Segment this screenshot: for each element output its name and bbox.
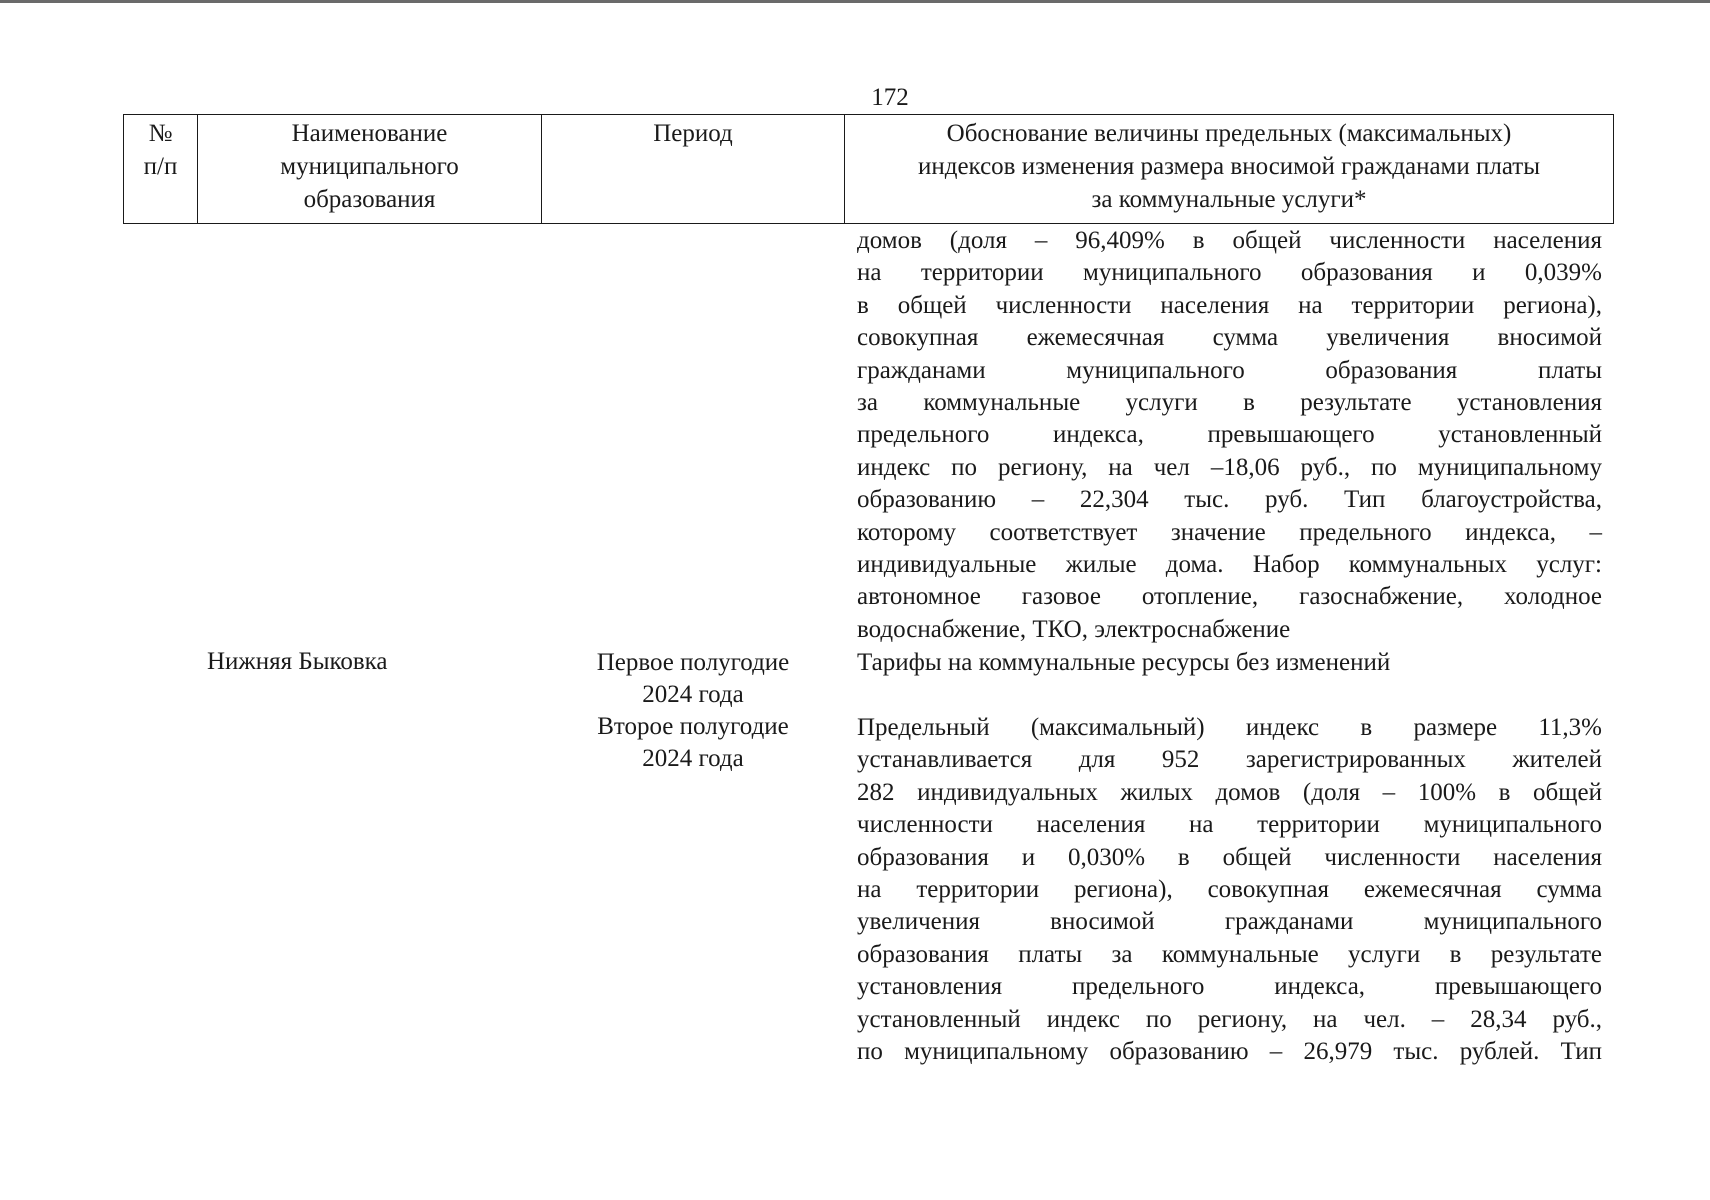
text-line: Тарифы на коммунальные ресурсы без изменений (857, 649, 1391, 676)
header-col-municipality (198, 115, 542, 223)
text-line: совокупная ежемесячная сумма увеличения вносимой (857, 324, 1602, 352)
text-line: предельного индекса, превышающего установленный (857, 421, 1602, 449)
text-line: образования платы за коммунальные услуги в результате (857, 940, 1602, 968)
header-text: Обоснование величины предельных (максимальных) (946, 120, 1512, 147)
header-col-period (542, 115, 845, 223)
text-line: Предельный (максимальный) индекс в размере 11,3% (857, 714, 1602, 741)
header-col-number (124, 115, 198, 223)
header-text: п/п (143, 153, 178, 180)
period-text: 2024 года (642, 745, 744, 772)
period-text: Второе полугодие (597, 713, 789, 740)
text-line: на территории региона), совокупная ежемесячная сумма (857, 876, 1602, 904)
table-header (123, 114, 1614, 224)
text-line: в общей численности населения на территории региона), (857, 291, 1602, 319)
header-col-justification (845, 115, 1613, 223)
text-line: по муниципальному образованию – 26,979 тыс. рублей. Тип (857, 1038, 1602, 1066)
text-line: образования и 0,030% в общей численности населения (857, 843, 1602, 871)
period-first-half (565, 647, 821, 711)
period-text: 2024 года (642, 681, 744, 708)
header-text: муниципального (280, 153, 459, 180)
header-text: Наименование (291, 120, 448, 147)
text-line: установленный индекс по региону, на чел. – 28,34 руб., (857, 1005, 1602, 1033)
top-border-line (0, 0, 1710, 3)
text-line: домов (доля – 96,409% в общей численности населения (857, 227, 1602, 254)
text-line: образованию – 22,304 тыс. руб. Тип благоустройства, (857, 486, 1602, 514)
text-line: численности населения на территории муниципального (857, 811, 1602, 839)
page-number: 172 (871, 84, 909, 111)
text-line: водоснабжение, ТКО, электроснабжение (857, 615, 1291, 643)
text-line: на территории муниципального образования и 0,039% (857, 259, 1602, 287)
municipality-name: Нижняя Быковка (207, 648, 388, 675)
text-line: индекс по региону, на чел –18,06 руб., по муниципальному (857, 453, 1602, 481)
continuation-paragraph (857, 225, 1602, 646)
text-line: за коммунальные услуги в результате установления (857, 389, 1602, 417)
text-line: которому соответствует значение предельного индекса, – (857, 518, 1602, 546)
header-text: за коммунальные услуги* (1091, 186, 1367, 213)
text-line: установления предельного индекса, превышающего (857, 973, 1602, 1001)
text-line: автономное газовое отопление, газоснабжение, холодное (857, 583, 1602, 611)
header-text: образования (303, 186, 436, 213)
index-justification-paragraph (857, 712, 1602, 1068)
header-text: № (148, 120, 173, 147)
period-text: Первое полугодие (596, 649, 790, 676)
period-second-half (565, 711, 821, 775)
text-line: 282 индивидуальных жилых домов (доля – 100% в общей (857, 778, 1602, 806)
text-line: индивидуальные жилые дома. Набор коммунальных услуг: (857, 551, 1602, 579)
text-line: устанавливается для 952 зарегистрированных жителей (857, 746, 1602, 774)
text-line: увеличения вносимой гражданами муниципального (857, 908, 1602, 936)
header-text: индексов изменения размера вносимой гражданами платы (917, 153, 1541, 180)
text-line: гражданами муниципального образования платы (857, 356, 1602, 384)
tariff-note (857, 647, 1602, 679)
header-text: Период (653, 120, 733, 147)
